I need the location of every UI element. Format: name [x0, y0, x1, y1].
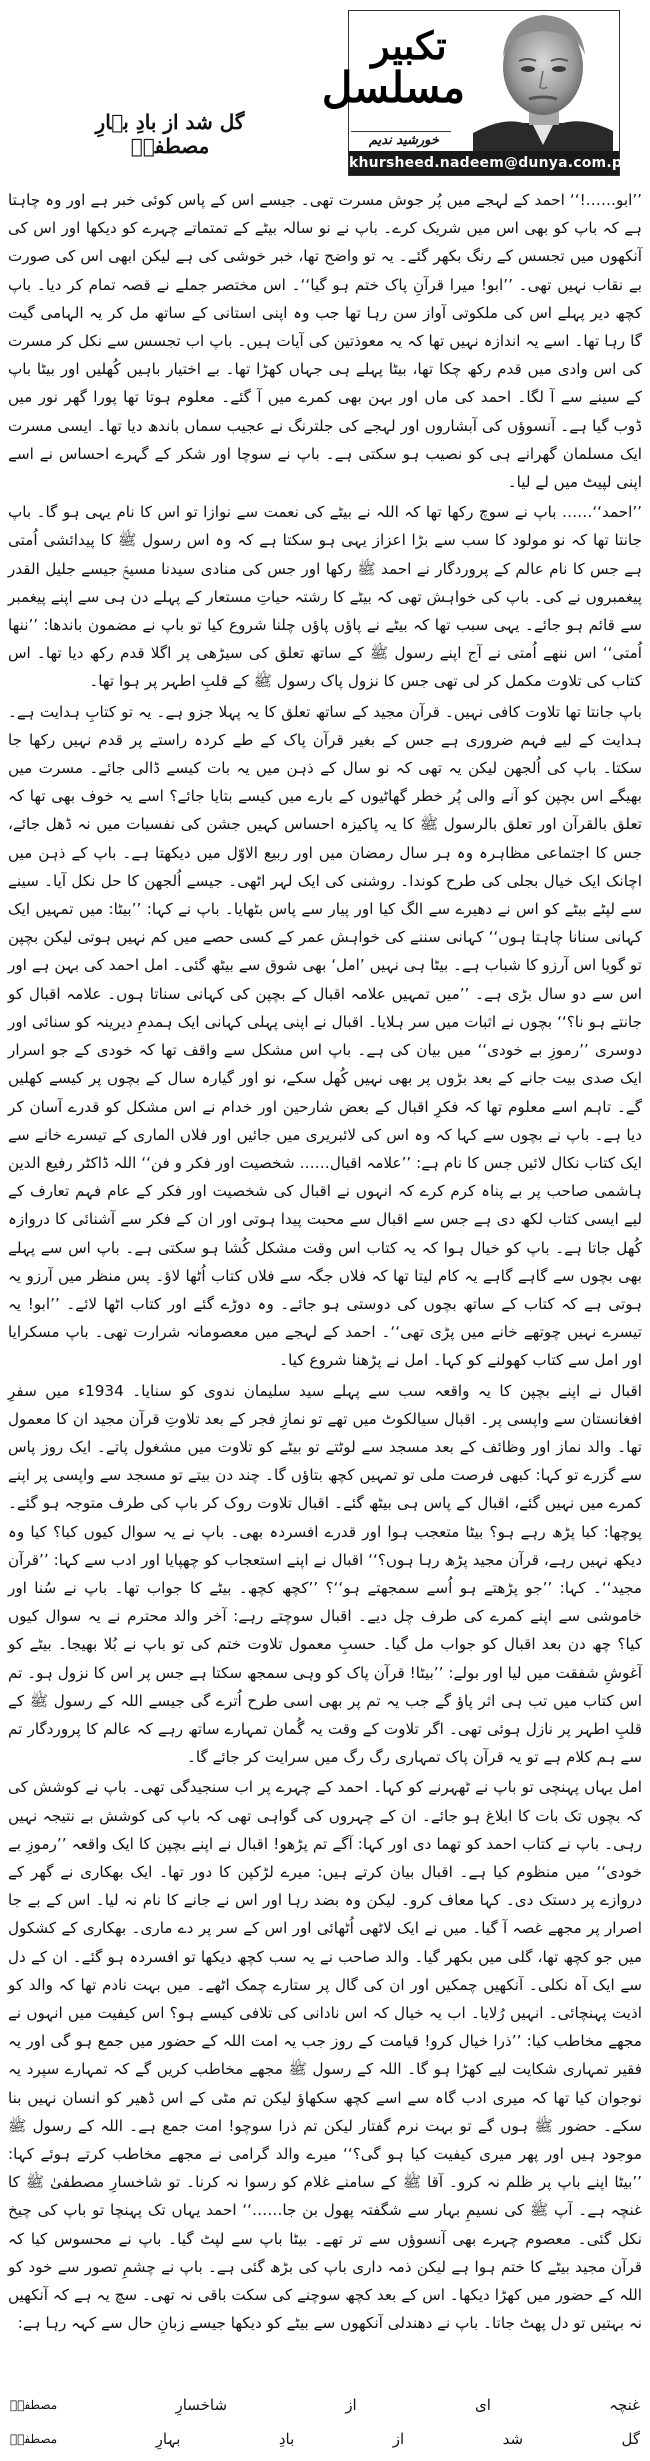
verse-word: ای [474, 2396, 491, 2414]
article-paragraph: ’’احمد‘‘…… باپ نے سوچ رکھا تھا کہ اللہ نے بیٹے کی نعمت سے نوازا تو اس کا نام یہی ہو گا۔ باپ جانتا تھا کہ نو مولود کا سب سے بڑا اعزاز یہی ہو سکتا ہے کہ وہ اس رسول ﷺ کا پیدائشی اُمتی ہے جس کا نام عالم کے پروردگار نے احمد ﷺ رکھا اور جس کی منادی سیدنا مسیحؑ جیسے جلیل القدر پیغمبروں نے کی۔ باپ کی خواہش تھی کہ بیٹے کا رشتہ حیاتِ مستعار کے پہلے دن ہی سے اپنے پیغمبر سے قائم ہو جائے۔ یہی سبب تھا کہ بیٹے نے پاؤں پاؤں چلنا شروع کیا تو باپ نے مضمون باندھا: ’’ننھا اُمتی‘‘ اس ننھے اُمتی نے آج اپنے رسول ﷺ کے ساتھ تعلق کی سیڑھی پر اگلا قدم رکھ دیا تھا۔ اس کتاب کی تلاوت مکمل کر لی تھی جس کا نزول پاک رسول ﷺ کے قلبِ اطہر پر ہوا تھا۔ [8, 503, 642, 691]
article-paragraph: امل یہاں پہنچی تو باپ نے ٹھہرنے کو کہا۔ احمد کے چہرے پر اب سنجیدگی تھی۔ باپ نے کوشش کی کہ بچوں تک بات کا ابلاغ ہو جائے۔ ان کے چہروں کی گواہی تھی کہ باپ کی کوشش بے نتیجہ نہیں رہی۔ باپ نے کتاب احمد کو تھما دی اور کہا: آگے تم پڑھو! اقبال نے اپنے بچپن کا ایک واقعہ ’’رموزِ بے خودی‘‘ میں منظوم کیا ہے۔ اقبال بیان کرتے ہیں: میرے لڑکپن کا دور تھا۔ ایک بھکاری نے گھر کے دروازے پر دستک دی۔ کہا معاف کرو۔ لیکن وہ بضد رہا اور اس نے جانے کا نام نہ لیا۔ اس کے بے جا اصرار پر مجھے غصہ آ گیا۔ میں نے ایک لاٹھی اُٹھائی اور اس کے سر پر دے ماری۔ بھکاری کے کشکول میں جو کچھ تھا، گلی میں بکھر گیا۔ والد صاحب نے یہ سب کچھ دیکھا تو افسردہ ہو گئے۔ ان کے دل سے ایک آہ نکلی۔ آنکھیں چمکیں اور ان کی گال پر ستارے چمک اٹھے۔ میں بہت نادم تھا کہ والد کو اذیت پہنچائی۔ انہیں رُلایا۔ اب یہ خیال کہ اس نادانی کی تلافی کیسے ہو؟ اس کیفیت میں انہوں نے مجھے مخاطب کیا: ’’ذرا خیال کرو! قیامت کے روز جب یہ امت اللہ کے حضور میں جمع ہو گی اور یہ فقیر تمہاری شکایت لیے کھڑا ہو گا۔ اللہ کے رسول ﷺ مجھے مخاطب کریں گے کہ تمہارے سپرد یہ نوجوان کیا تھا کہ میری ادب گاہ سے اسے کچھ سکھاؤ لیکن تم مٹی کے اس ڈھیر کو انسان نہیں بنا سکے۔ حضور ﷺ ہوں گے تو بہت نرم گفتار لیکن تم ذرا سوچو! امت جمع ہے۔ اللہ کے رسول ﷺ موجود ہیں اور پھر میری کیفیت کیا ہو گی؟‘‘ میرے والد گرامی نے مجھے مخاطب کرتے ہوئے کہا: ’’بیٹا اپنے باپ پر ظلم نہ کرو۔ آقا ﷺ کے سامنے غلام کو رسوا نہ کرنا۔ تو شاخسارِ مصطفیٰ ﷺ کا غنچہ ہے۔ آپ ﷺ کی نسیمِ بہار سے شگفتہ پھول بن جا……‘‘ احمد یہاں تک پہنچا تو باپ کی چیخ نکل گئی۔ معصوم چہرے بھی آنسوؤں سے تر تھے۔ بیٹا باپ سے لپٹ گیا۔ باپ نے محسوس کیا کہ قرآن مجید بیٹے کا ختم ہوا ہے لیکن ذمہ داری باپ کی بڑھ گئی ہے۔ باپ نے چشمِ تصور سے خود کو اللہ کے حضور میں کھڑا دیکھا۔ اس کے بعد کچھ سوچنے کی سکت باقی نہ تھی۔ سچ یہ ہے کہ آنکھیں نہ بہتیں تو دل پھٹ جاتا۔ باپ نے دھندلی آنکھوں سے بیٹے کو دیکھا جیسے زبانِ حال سے کہہ رہا ہے: [8, 1778, 642, 2333]
closing-verse [10, 2388, 640, 2456]
column-masthead [321, 23, 465, 112]
masthead-line-2: مسلسل [321, 63, 465, 112]
masthead-divider [351, 131, 451, 132]
article-paragraph: اقبال نے اپنے بچپن کا یہ واقعہ سب سے پہلے سید سلیمان ندوی کو سنایا۔ 1934ء میں سفرِ افغانستان سے واپسی پر۔ اقبال سیالکوٹ میں تھے تو نمازِ فجر کے بعد تلاوتِ قرآن مجید ان کا معمول تھا۔ والد نماز اور وظائف کے بعد مسجد سے لوٹتے تو بیٹے کو تلاوت میں مشغول پاتے۔ ایک روز پاس سے گزرے تو کہا: کبھی فرصت ملی تو تمہیں کچھ بتاؤں گا۔ چند دن بیتے تو مسجد سے واپسی پر اپنے کمرے میں نہیں گئے، اقبال کے پاس ہی بیٹھ گئے۔ اقبال تلاوت روک کر باپ کی طرف متوجہ ہو گئے۔ پوچھا: کیا پڑھ رہے ہو؟ بیٹا متعجب ہوا اور قدرے افسردہ بھی۔ باپ نے یہ سوال کیوں کیا؟ کیا وہ دیکھ نہیں رہے، قرآن مجید پڑھ رہا ہوں؟‘‘ اقبال نے اپنے استعجاب کو چھپایا اور ادب سے کہا: ’’قرآن مجید‘‘۔ کہا: ’’جو پڑھتے ہو اُسے سمجھتے ہو‘‘؟ ’’کچھ کچھ۔ بیٹے کا جواب تھا۔ باپ نے سُنا اور خاموشی سے اپنے کمرے کی طرف چل دیے۔ اقبال سوچتے رہے: آخر والد محترم نے یہ سوال کیوں کیا؟ چھ دن بعد اقبال کو جواب مل گیا۔ حسبِ معمول تلاوت ختم کی تو باپ نے بُلا بھیجا۔ بیٹے کو آغوشِ شفقت میں لیا اور بولے: ’’بیٹا! قرآن پاک کو وہی سمجھ سکتا ہے جس پر اس کا نزول ہو۔ تم اس کتاب میں تب ہی اثر پاؤ گے جب یہ تم پر بھی اسی طرح اُترے گی جیسے اللہ کے رسول ﷺ کے قلبِ اطہر پر نازل ہوئی تھی۔ اگر تلاوت کے وقت یہ گُمان تمہارے ساتھ رہے کہ عالم کا پروردگار تم سے ہم کلام ہے تو یہ قرآن پاک تمہاری رگ رگ میں سرایت کر جائے گا۔ [8, 1381, 642, 1767]
verse-line-2 [10, 2422, 640, 2456]
author-email[interactable]: khursheed.nadeem@dunya.com.pk [349, 151, 619, 175]
verse-word: شاخسارِ [175, 2396, 228, 2414]
verse-word: بادِ [278, 2430, 295, 2448]
article-paragraph: ’’ابو……!‘‘ احمد کے لہجے میں پُر جوش مسرت تھی۔ جیسے اس کے پاس کوئی خبر ہے اور وہ چاہتا ہے کہ باپ کو بھی اس میں شریک کرے۔ باپ نے نو سالہ بیٹے کے تمتماتے چہرے کو دیکھا اور اس کی آنکھوں میں تجسس کے رنگ بکھر گئے۔ یہ تو واضح تھا، خبر خوشی کی ہے لیکن ابھی اس کی صورت بے نقاب نہیں تھی۔ ’’ابو! میرا قرآنِ پاک ختم ہو گیا‘‘۔ اس مختصر جملے نے قصہ تمام کر دیا۔ باپ کچھ دیر پہلے اس کی ملکوتی آواز سن رہا تھا جب وہ اپنی استانی کے ساتھ مل کر یہ الہامی گیت گا رہا تھا۔ اسے یہ اندازہ نہیں تھا کہ یہ معوذتین کی آیات ہیں۔ باپ اب تجسس سے نکل کر مسرت کی اس وادی میں قدم رکھ چکا تھا، بیٹا پہلے ہی جہاں کھڑا تھا۔ بے اختیار باہیں کُھلیں اور بیٹا باپ کے سینے سے آ لگا۔ احمد کی ماں اور بہن بھی کمرے میں آ گئے۔ معلوم ہوتا تھا پورا گھر نور میں ڈوب گیا ہے۔ آنسوؤں کی آبشاروں اور لہجے کی جلترنگ نے عجیب سماں باندھ دیا تھا۔ ایسی مسرت ایک مسلمان گھرانے ہی کو نصیب ہو سکتی ہے۔ باپ نے سوچا اور شکر کے گہرے احساس نے اسے اپنی لپیٹ میں لے لیا۔ [8, 191, 642, 492]
column-logo-box [321, 10, 632, 176]
author-portrait-icon [473, 5, 613, 155]
verse-word: از [345, 2396, 357, 2414]
article-paragraph: باپ جانتا تھا تلاوت کافی نہیں۔ قرآن مجید کے ساتھ تعلق کا یہ پہلا جزو ہے۔ یہ تو کتابِ ہدایت ہے۔ ہدایت کے لیے فہم ضروری ہے جس کے بغیر قرآن پاک کے طے کردہ راستے پر قدم نہیں رکھا جا سکتا۔ باپ کی اُلجھن لیکن یہ تھی کہ نو سال کے ذہن میں یہ بات کیسے ڈالی جائے۔ مسرت میں بھیگے اس بچپن کو آنے والی پُر خطر گھاٹیوں کے بارے میں کیسے بتایا جائے؟ اسے یہ خوف بھی تھا کہ تعلق بالقرآن اور تعلق بالرسول ﷺ کا یہ پاکیزہ احساس کہیں جشن کی نفسیات میں نہ ڈھل جائے، جس کا اجتماعی مظاہرہ وہ ہر سال رمضان میں اور ربیع الاوّل میں دیکھتا ہے۔ باپ کے ذہن میں اچانک ایک خیال بجلی کی طرح کوندا۔ روشنی کی ایک لہر اٹھی۔ جیسے اُلجھن کا حل نکل آیا۔ سینے سے لپٹے بیٹے کو اس نے دھیرے سے الگ کیا اور پیار سے پاس بٹھایا۔ باپ نے کہا: ’’بیٹا: میں تمہیں ایک کہانی سنانا چاہتا ہوں‘‘ کہانی سننے کی خواہش عمر کے کسی حصے میں کم نہیں ہوتی لیکن بچپن تو گویا اس آرزو کا شباب ہے۔ بیٹا ہی نہیں ’امل‘ بھی شوق سے بیٹھ گئی۔ امل احمد کی بہن ہے اور اس سے دو سال بڑی ہے۔ ’’میں تمہیں علامہ اقبال کے بچپن کی کہانی سناتا ہوں۔ علامہ اقبال کو جانتے ہو نا؟‘‘ بچوں نے اثبات میں سر ہلایا۔ اقبال نے اپنی پہلی کہانی ایک ہمدمِ دیرینہ کو سنائی اور دوسری ’’رموزِ بے خودی‘‘ میں بیان کی ہے۔ باپ اس مشکل سے واقف تھا کہ خودی کے جو اسرار ایک صدی بیت جانے کے بعد بڑوں پر بھی نہیں کُھل سکے، نو اور گیارہ سال کے بچوں پر کیسے کھلیں گے۔ تاہم اسے معلوم تھا کہ فکرِ اقبال کے بعض شارحین اور خدام نے اس مشکل کو قدرے آسان کر دیا ہے۔ باپ نے بچوں سے کہا کہ وہ اس کی لائبریری میں جائیں اور فلاں الماری کے تیسرے خانے سے ایک کتاب نکال لائیں جس کا نام ہے: ’’علامہ اقبال…… شخصیت اور فکر و فن‘‘ اللہ ڈاکٹر رفیع الدین ہاشمی صاحب پر بے پناہ کرم کرے کہ انہوں نے اقبال کی شخصیت اور فکر کے عام فہم تعارف کے لیے ایسی کتاب لکھ دی ہے جس سے اقبال سے محبت پیدا ہوتی اور ان کے فکر سے آشنائی کا دروازہ کُھل جاتا ہے۔ باپ کو خیال ہوا کہ یہ کتاب اس وقت مشکل کُشا ہو سکتی ہے۔ باپ اس سے پہلے بھی بچوں سے گاہے گاہے یہ کام لیتا تھا کہ فلاں جگہ سے فلاں کتاب اُٹھا لاؤ۔ پس منظر میں آرزو یہ ہوتی ہے کہ کتاب کے ساتھ بچوں کی دوستی ہو جائے۔ وہ دوڑے گئے اور کتاب اٹھا لائے۔ ’’ابو! یہ تیسرے نہیں چوتھے خانے میں پڑی تھی‘‘۔ احمد کے لہجے میں معصومانہ شرارت تھی۔ باپ مسکرایا اور امل سے کتاب کھولنے کو کہا۔ امل نے پڑھنا شروع کیا۔ [8, 702, 642, 1370]
column-header [0, 0, 650, 182]
verse-word: گل [621, 2430, 640, 2448]
verse-word: از [392, 2430, 405, 2448]
masthead-line-1: تکبیر [371, 23, 447, 68]
verse-word: بہارِ [155, 2430, 181, 2448]
column-headline: گل شد از بادِ بہارِ مصطفیؐ [95, 110, 245, 158]
article-body [8, 186, 642, 2339]
verse-line-1 [10, 2388, 640, 2422]
verse-word: غنچہ [609, 2396, 640, 2414]
verse-word: مصطفیؐ [10, 2398, 58, 2412]
author-name: خورشید ندیم [369, 133, 439, 148]
verse-word: مصطفیؐ [10, 2432, 58, 2446]
verse-word: شد [502, 2430, 524, 2448]
